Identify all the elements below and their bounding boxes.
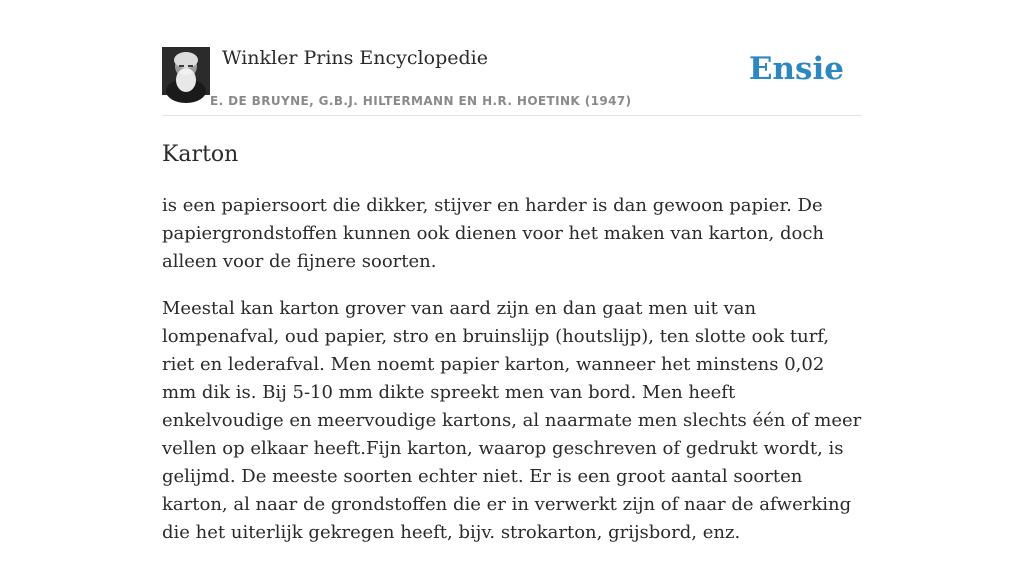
- article-paragraph: Meestal kan karton grover van aard zijn en dan gaat men uit van lompenafval, oud papier, stro en bruinslijp (houtslijp), ten slotte ook turf, riet en lederafval. Men noemt papier karton, wanneer het minstens 0,02 mm dik is. Bij 5-10 mm dikte spreekt men van bord. Men heeft enkelvoudige en meervoudige kartons, al naarmate men slechts één of meer vellen op elkaar heeft.Fijn karton, waarop geschreven of gedrukt wordt, is gelijmd. De meeste soorten echter niet. Er is een groot aantal soorten karton, al naar de grondstoffen die er in verwerkt zijn of naar de afwerking die het uiterlijk gekregen heeft, bijv. strokarton, grijsbord, enz.: [162, 298, 862, 543]
- author-portrait-icon: [162, 47, 210, 95]
- entry-title: Karton: [162, 142, 239, 167]
- source-authors: E. DE BRUYNE, G.B.J. HILTERMANN EN H.R. HOETINK (1947): [210, 94, 632, 108]
- article-paragraph: is een papiersoort die dikker, stijver en harder is dan gewoon papier. De papiergrondstoffen kunnen ook dienen voor het maken van karton, doch alleen voor de fijnere soorten.: [162, 195, 825, 272]
- article-body: [162, 192, 862, 566]
- ensie-logo-link[interactable]: Ensie: [748, 51, 844, 87]
- source-title[interactable]: Winkler Prins Encyclopedie: [222, 47, 488, 69]
- source-header: [162, 0, 862, 116]
- author-avatar[interactable]: [162, 47, 210, 95]
